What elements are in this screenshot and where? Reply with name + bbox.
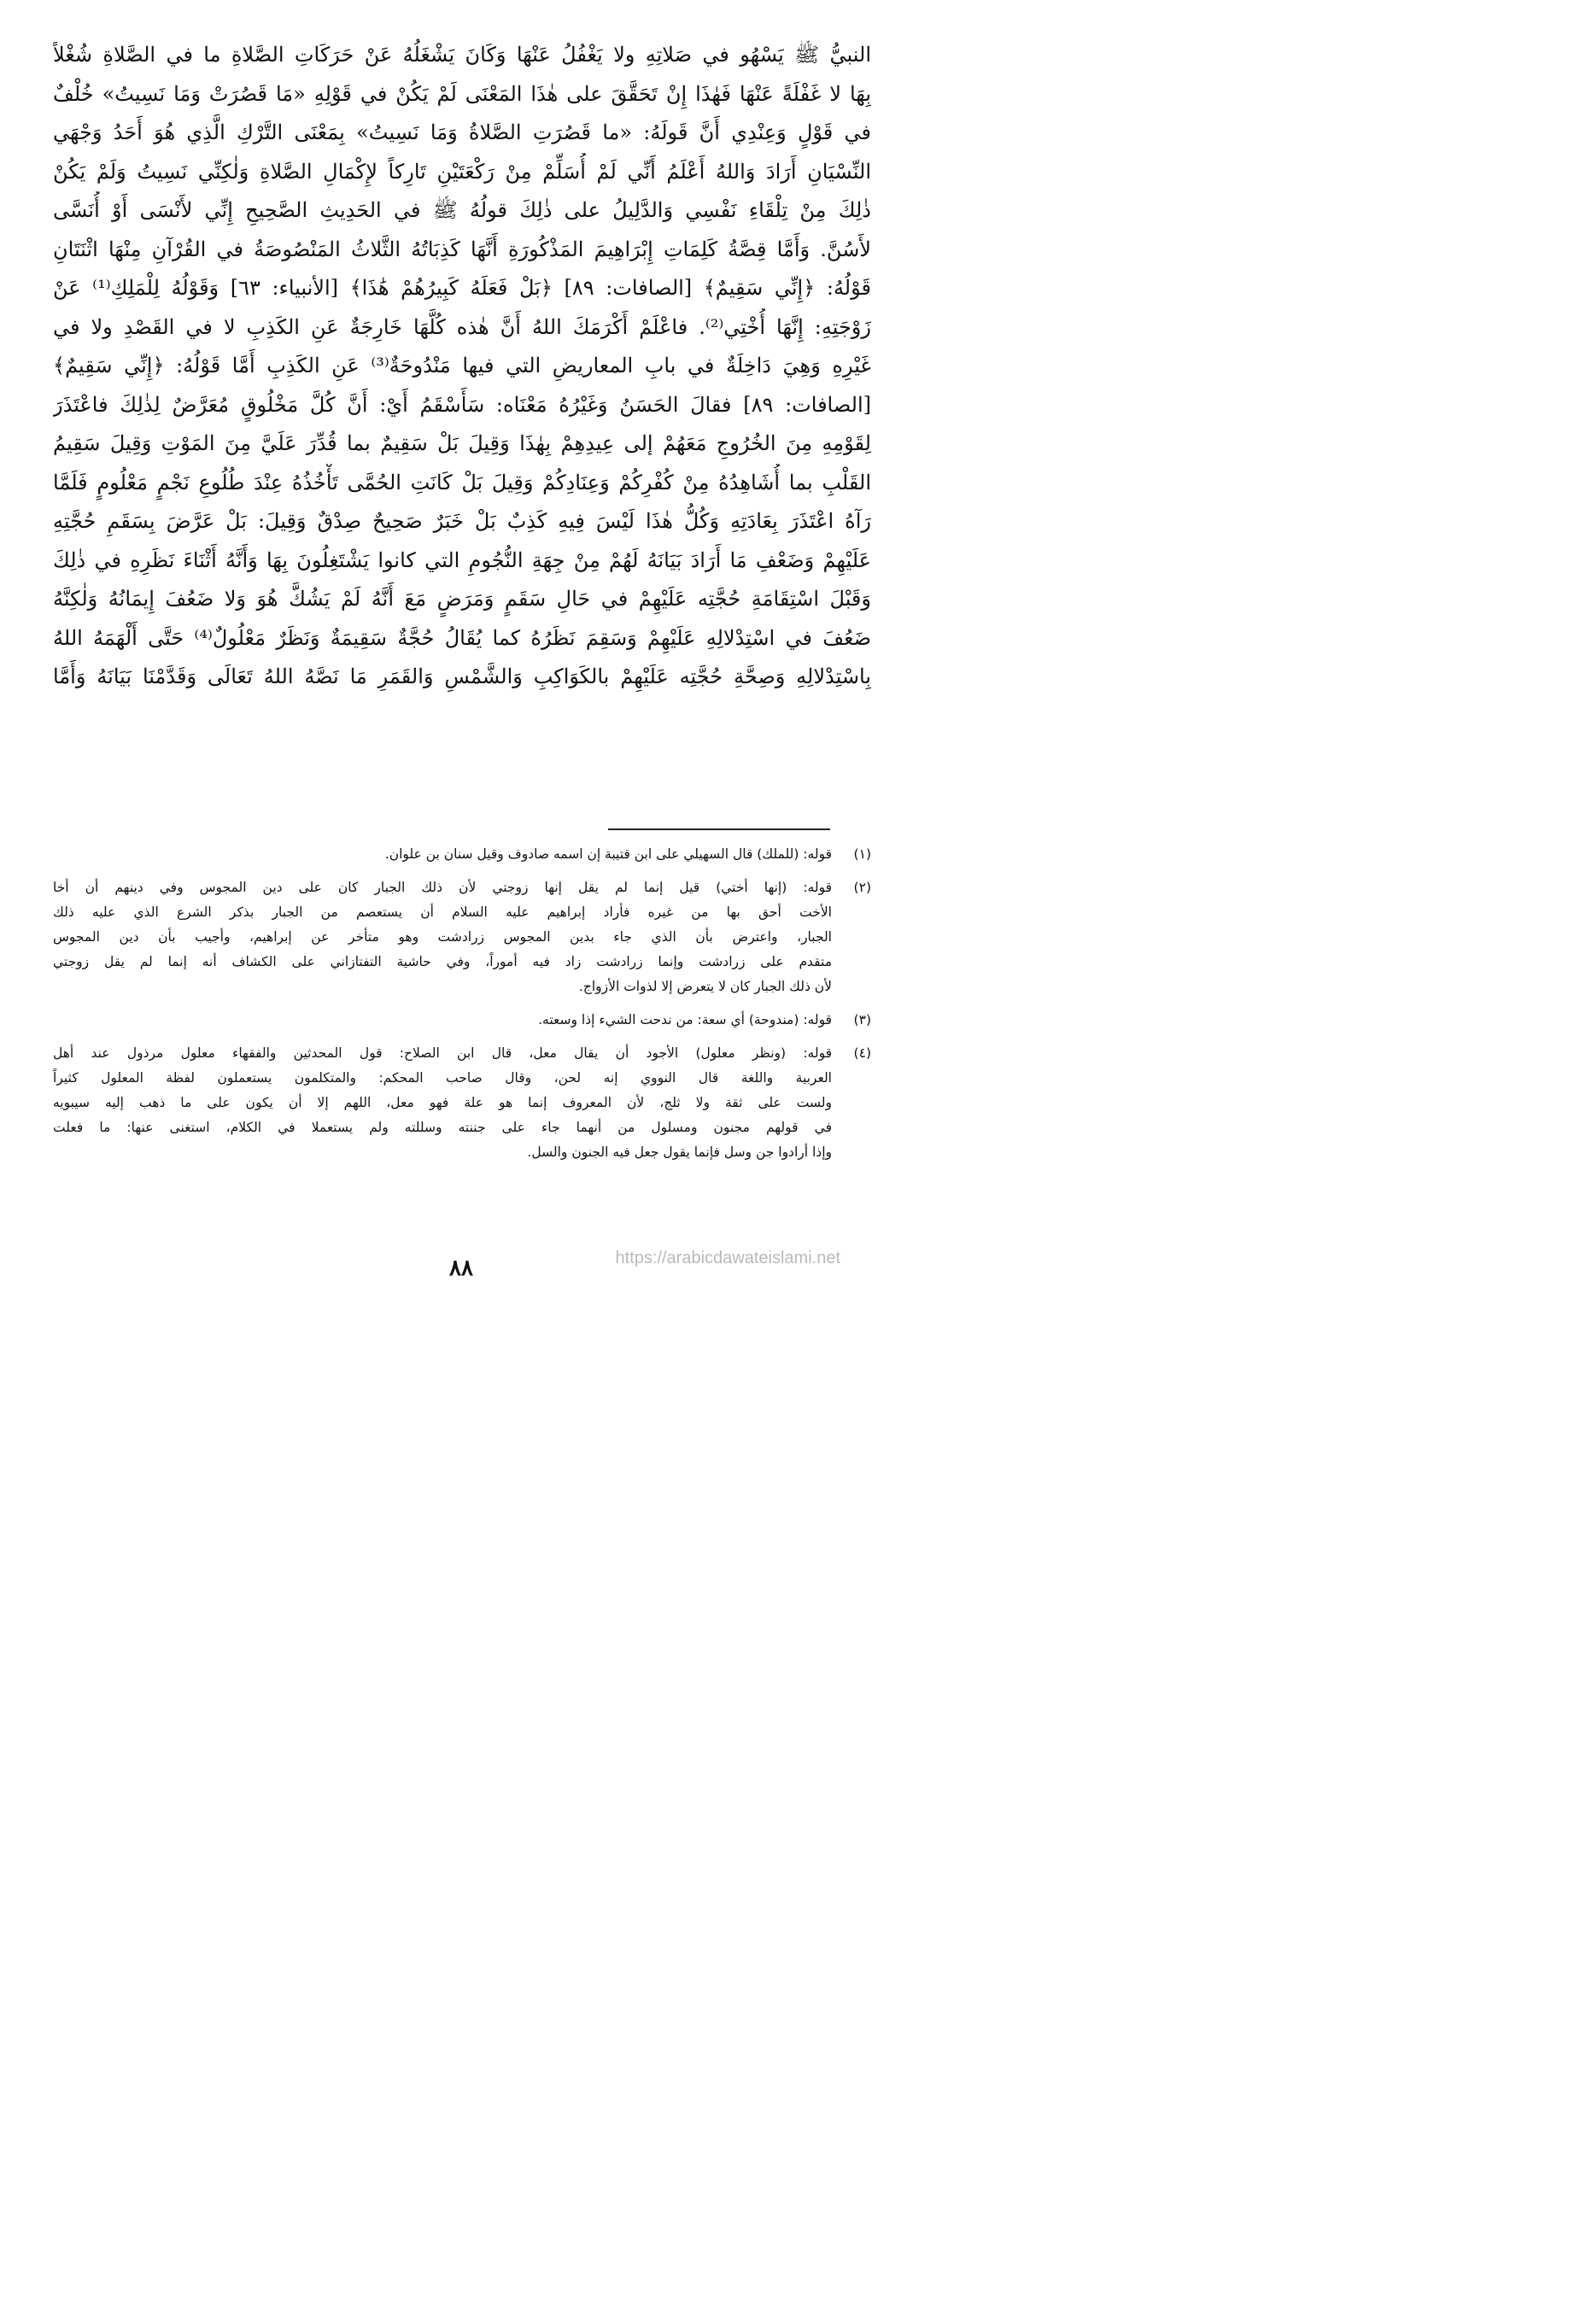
text-line: بِاسْتِدْلالِهِ وَصِحَّةِ حُجَّتِه عَلَيْهِمْ بالكَوَاكِبِ وَالشَّمْسِ وَالقَمَرِ مَا نَصَّهُ اللهُ تَعَالَى وَقَدَّمْنَا بَيَانَهُ وَأَمَّا	[53, 664, 871, 688]
text-line: وَقَبْلَ اسْتِقَامَةِ حُجَّتِه عَلَيْهِمْ في حَالِ سَقَمٍ وَمَرَضٍ مَعَ أَنَّهُ لَمْ يَشُكَّ هُوَ وَلا ضَعُفَ إِيمَانُهُ وَلٰكِنَّهُ	[53, 587, 871, 611]
text-line: في قَوْلٍ وَعِنْدِي أَنَّ قَولَهُ: «ما قَصُرَتِ الصَّلاةُ وَمَا نَسِيتُ» بِمَعْنَى التَّرْكِ الَّذِي هُوَ أَحَدُ وَجْهَي	[53, 120, 871, 144]
text-line: ذٰلِكَ مِنْ تِلْقَاءِ نَفْسِي وَالدَّلِيلُ على ذٰلِكَ قولُهُ ﷺ في الحَدِيثِ الصَّحِيحِ إِنِّي لأَنْسَى أَوْ أُنَسَّى	[53, 198, 871, 222]
text-line: [الصافات: ٨٩] فقالَ الحَسَنُ وَغَيْرُهُ مَعْنَاه: سَأَسْقَمُ أَيْ: أَنَّ كُلَّ مَخْلُوقٍ مُعَرَّضٌ لِذٰلِكَ فاعْتَذَرَ	[53, 392, 871, 417]
footnote-line: وإذا أرادوا جن وسل فإنما يقول جعل فيه الجنون والسل.	[527, 1144, 832, 1160]
watermark-url: https://arabicdawateislami.net	[615, 1249, 840, 1267]
book-page	[0, 0, 922, 1350]
footnote-line: قوله: (ونظر معلول) الأجود أن يقال معل، قال ابن الصلاح: قول المحدثين والفقهاء معلول مرذول عند أهل	[53, 1045, 832, 1061]
text-line: رَآهُ اعْتَذَرَ بِعَادَتِهِ وَكُلُّ هٰذَا لَيْسَ فِيهِ كَذِبٌ بَلْ خَبَرٌ صَحِيحٌ صِدْقٌ وَقِيلَ: بَلْ عَرَّضَ بِسَقَمِ حُجَّتِهِ	[53, 509, 871, 533]
footnote-2	[53, 875, 871, 999]
footnote-body	[53, 875, 832, 999]
text-line: لأَسُنَّ. وَأَمَّا قِصَّةُ كَلِمَاتِ إِبْرَاهِيمَ المَذْكُورَةِ أَنَّهَا كَذِبَاتُهُ الثَّلاثُ المَنْصُوصَةُ في القُرْآنِ مِنْهَا اثْنَتَانِ	[53, 237, 871, 261]
footnotes-section	[53, 842, 871, 1174]
footnote-line: الجبار، واعترض بأن الذي جاء بدين المجوس زرادشت وهو متأخر عن إبراهيم، وأجيب بأن دين المجوس	[53, 929, 832, 945]
footnote-line: قوله: (للملك) قال السهيلي على ابن قتيبة إن اسمه صادوف وقيل سنان بن علوان.	[384, 846, 832, 862]
footnote-divider	[608, 828, 830, 830]
footnote-line: الأخت أحق بها من غيره فأراد إبراهيم عليه السلام أن يستعصم من الجبار بذكر الشرع الذي عليه ذلك	[53, 904, 832, 920]
text-line: ضَعُفَ في اسْتِدْلالِهِ عَلَيْهِمْ وَسَقِمَ نَظَرُهُ كما يُقَالُ حُجَّةٌ سَقِيمَةٌ وَنَظَرٌ مَعْلُولٌ⁽⁴⁾ حَتَّى أَلْهَمَهُ اللهُ	[53, 625, 871, 650]
text-line: النبيُّ ﷺ يَسْهُو في صَلاتِهِ ولا يَغْفُلُ عَنْهَا وَكَانَ يَشْغَلُهُ عَنْ حَرَكَاتِ الصَّلاةِ ما في الصَّلاةِ شُغْلاً	[53, 43, 871, 67]
footnote-body	[53, 1008, 832, 1033]
footnote-3	[53, 1008, 871, 1033]
text-line: القَلْبِ بما أُشَاهِدُهُ مِنْ كُفْرِكُمْ وَعِنَادِكُمْ وَقِيلَ بَلْ كَانَتِ الحُمَّى تَأْخُذُهُ عِنْدَ طُلُوعِ نَجْمٍ مَعْلُومٍ فَلَمَّا	[53, 470, 871, 495]
text-line: غَيْرِهِ وَهِيَ دَاخِلَةٌ في بابِ المعاريضِ التي فيها مَنْدُوحَةٌ⁽³⁾ عَنِ الكَذِبِ أَمَّا قَوْلُهُ: ﴿إِنِّي سَقِيمٌ﴾	[53, 354, 871, 378]
footnote-body	[53, 1041, 832, 1165]
footnote-4	[53, 1041, 871, 1165]
footnote-line: لأن ذلك الجبار كان لا يتعرض إلا لذوات الأزواج.	[578, 979, 832, 994]
footnote-number: (٢)	[853, 880, 871, 895]
footnote-body	[53, 842, 832, 867]
footnote-line: قوله: (إنها أختي) قيل إنما لم يقل إنها زوجتي لأن ذلك الجبار كان على دين المجوس وفي دينهم أن أخا	[53, 880, 832, 895]
footnote-line: متقدم على زرادشت وإنما زرادشت زاد فيه أموراً، وفي حاشية التفتازاني على الكشاف أنه إنما لم يقل زوجتي	[53, 954, 832, 969]
footnote-number: (٤)	[853, 1045, 871, 1061]
footnote-line: العربية واللغة قال النووي إنه لحن، وقال صاحب المحكم: والمتكلمون يستعملون لفظة المعلول كثيراً	[53, 1070, 832, 1086]
footnote-number: (١)	[853, 846, 871, 862]
text-line: قَوْلُهُ: ﴿إِنِّي سَقِيمٌ﴾ [الصافات: ٨٩] ﴿بَلْ فَعَلَهُ كَبِيرُهُمْ هَٰذَا﴾ [الأنبياء: ٦٣] وَقَوْلُهُ لِلْمَلِكِ⁽¹⁾ عَنْ	[53, 276, 871, 300]
page-number: ٨٨	[449, 1256, 473, 1281]
footnote-line: في قولهم مجنون ومسلول من أنهما جاء على جننته وسللته ولم يستعملا في الكلام، استغنى عنها: ما فعلت	[53, 1120, 832, 1135]
text-line: زَوْجَتِهِ: إِنَّهَا أُخْتِي⁽²⁾. فاعْلَمْ أَكْرَمَكَ اللهُ أَنَّ هٰذه كُلَّهَا خَارِجَةٌ عَنِ الكَذِبِ لا في القَصْدِ ولا في	[53, 314, 871, 339]
text-line: عَلَيْهِمْ وَضَعْفِ مَا أَرَادَ بَيَانَهُ لَهُمْ مِنْ جِهَةِ النُّجُومِ التي كانوا يَشْتَغِلُونَ بِهَا وَأَنَّهُ أَثْنَاءَ نَظَرِهِ في ذٰلِكَ	[53, 547, 871, 572]
footnote-number: (٣)	[853, 1012, 871, 1027]
footnote-line: قوله: (مندوحة) أي سعة: من ندحت الشيء إذا وسعته.	[538, 1012, 832, 1027]
main-text-block	[53, 36, 871, 697]
text-line: النِّسْيَانِ أَرَادَ وَاللهُ أَعْلَمُ أَنِّي لَمْ أُسَلِّمْ مِنْ رَكْعَتَيْنِ تَارِكاً لإِكْمَالِ الصَّلاةِ وَلٰكِنِّي نَسِيتُ وَلَمْ يَكُنْ	[53, 159, 871, 184]
footnote-line: ولست على ثقة ولا ثلج، لأن المعروف إنما هو علة فهو معل، اللهم إلا أن يكون على ما ذهب إليه سيبويه	[53, 1095, 832, 1110]
text-line: بِهَا لا غَفْلَةً عَنْهَا فَهٰذَا إِنْ تَحَقَّقَ على هٰذَا المَعْنَى لَمْ يَكُنْ في قَوْلِهِ «مَا قَصُرَتْ وَمَا نَسِيتُ» خُلْفٌ	[53, 81, 871, 106]
footnote-1	[53, 842, 871, 867]
text-line: لِقَوْمِهِ مِنَ الخُرُوجِ مَعَهُمْ إلى عِيدِهِمْ بِهٰذَا وَقِيلَ بَلْ سَقِيمٌ بما قُدِّرَ عَلَيَّ مِنَ المَوْتِ وَقِيلَ سَقِيمُ	[53, 431, 871, 455]
